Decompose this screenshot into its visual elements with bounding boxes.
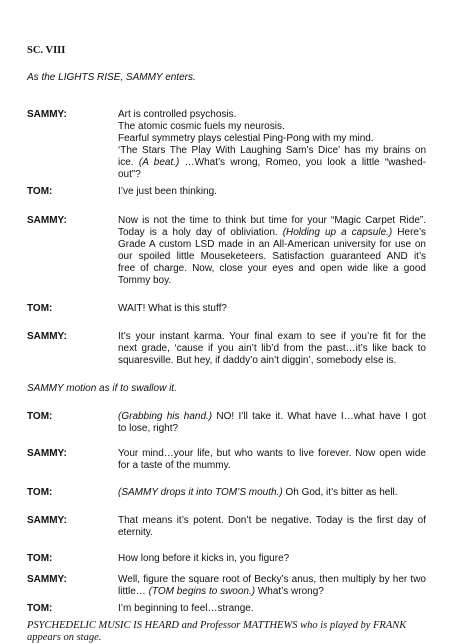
dialogue-line: out”?	[118, 169, 141, 180]
dialogue-line: our spoiled little Mouseketeers. Satisfaction guaranteed AND it’s	[118, 251, 426, 262]
dialogue-line: free of charge. Now, close your eyes and open wide like a good	[118, 263, 426, 274]
stage-direction: appears on stage.	[27, 632, 102, 643]
dialogue-line: eternity.	[118, 527, 153, 538]
parenthetical: (Holding up a capsule.)	[282, 227, 393, 238]
dialogue-line: Art is controlled psychosis.	[118, 109, 237, 120]
dialogue-line: That means it’s potent. Don’t be negative. Today is the first day of	[118, 515, 426, 526]
speaker-name: SAMMY:	[27, 515, 67, 526]
dialogue-line: The atomic cosmic fuels my neurosis.	[118, 121, 285, 132]
dialogue	[118, 109, 426, 181]
dialogue-line: WAIT! What is this stuff?	[118, 303, 227, 314]
dialogue-line: I’ve just been thinking.	[118, 186, 217, 197]
dialogue	[118, 603, 426, 615]
stage-direction: SAMMY motion as if to swallow it.	[27, 383, 177, 394]
dialogue-line: squaresville. But hey, if daddy’o ain’t diggin’, somebody else is.	[118, 355, 397, 366]
speaker-name: TOM:	[27, 553, 53, 564]
dialogue-line: little… (TOM begins to swoon.) What’s wrong?	[118, 586, 324, 597]
dialogue-line: ice. (A beat.) …What’s wrong, Romeo, you look a little “washed-	[118, 157, 427, 168]
dialogue-line: next grade, ‘cause if you ain’t lib’d from the past…it’s like back to	[118, 343, 426, 354]
dialogue	[118, 553, 426, 565]
dialogue-line: (SAMMY drops it into TOM’S mouth.) Oh God, it’s bitter as hell.	[118, 487, 398, 498]
parenthetical: (SAMMY drops it into TOM’S mouth.)	[118, 487, 283, 498]
dialogue	[118, 574, 426, 598]
dialogue	[118, 303, 426, 315]
speaker-name: TOM:	[27, 303, 53, 314]
dialogue-line: Well, figure the square root of Becky’s anus, then multiply by her two	[118, 574, 426, 585]
dialogue-line: How long before it kicks in, you figure?	[118, 553, 290, 564]
dialogue	[118, 186, 426, 198]
stage-direction: As the LIGHTS RISE, SAMMY enters.	[27, 72, 196, 83]
dialogue-line: (Grabbing his hand.) NO! I’ll take it. What have I…what have I got	[118, 411, 426, 422]
speaker-name: TOM:	[27, 603, 53, 614]
scene-heading: SC. VIII	[27, 45, 66, 56]
dialogue-line: Now is not the time to think but time for your “Magic Carpet Ride”.	[118, 215, 426, 226]
dialogue-line: I’m beginning to feel…strange.	[118, 603, 254, 614]
dialogue	[118, 215, 426, 287]
dialogue-line: ‘The Stars The Play With Laughing Sam’s Dice’ has my brains on	[118, 145, 426, 156]
dialogue	[118, 331, 426, 367]
dialogue	[118, 487, 426, 499]
dialogue-line: for a taste of the mummy.	[118, 460, 231, 471]
dialogue-line: Tommy boy.	[118, 275, 172, 286]
dialogue-line: to lose, right?	[118, 423, 179, 434]
dialogue-line: It’s your instant karma. Your final exam to see if you’re fit for the	[118, 331, 426, 342]
speaker-name: TOM:	[27, 186, 53, 197]
parenthetical: (Grabbing his hand.)	[118, 411, 213, 422]
dialogue	[118, 515, 426, 539]
speaker-name: TOM:	[27, 411, 53, 422]
dialogue-line: Today is a holy day of obliviation. (Holding up a capsule.) Here’s	[118, 227, 427, 238]
speaker-name: SAMMY:	[27, 331, 67, 342]
dialogue-line: Your mind…your life, but who wants to live forever. Now open wide	[118, 448, 426, 459]
speaker-name: SAMMY:	[27, 215, 67, 226]
parenthetical: (A beat.)	[138, 157, 180, 168]
dialogue	[118, 411, 426, 435]
speaker-name: TOM:	[27, 487, 53, 498]
dialogue-line: Fearful symmetry plays celestial Ping-Pong with my mind.	[118, 133, 374, 144]
stage-direction: PSYCHEDELIC MUSIC IS HEARD and Professor MATTHEWS who is played by FRANK	[27, 620, 407, 631]
dialogue-line: Grade A custom LSD made in an All-American university for use on	[118, 239, 426, 250]
speaker-name: SAMMY:	[27, 109, 67, 120]
speaker-name: SAMMY:	[27, 574, 67, 585]
dialogue	[118, 448, 426, 472]
speaker-name: SAMMY:	[27, 448, 67, 459]
parenthetical: (TOM begins to swoon.)	[148, 586, 256, 597]
